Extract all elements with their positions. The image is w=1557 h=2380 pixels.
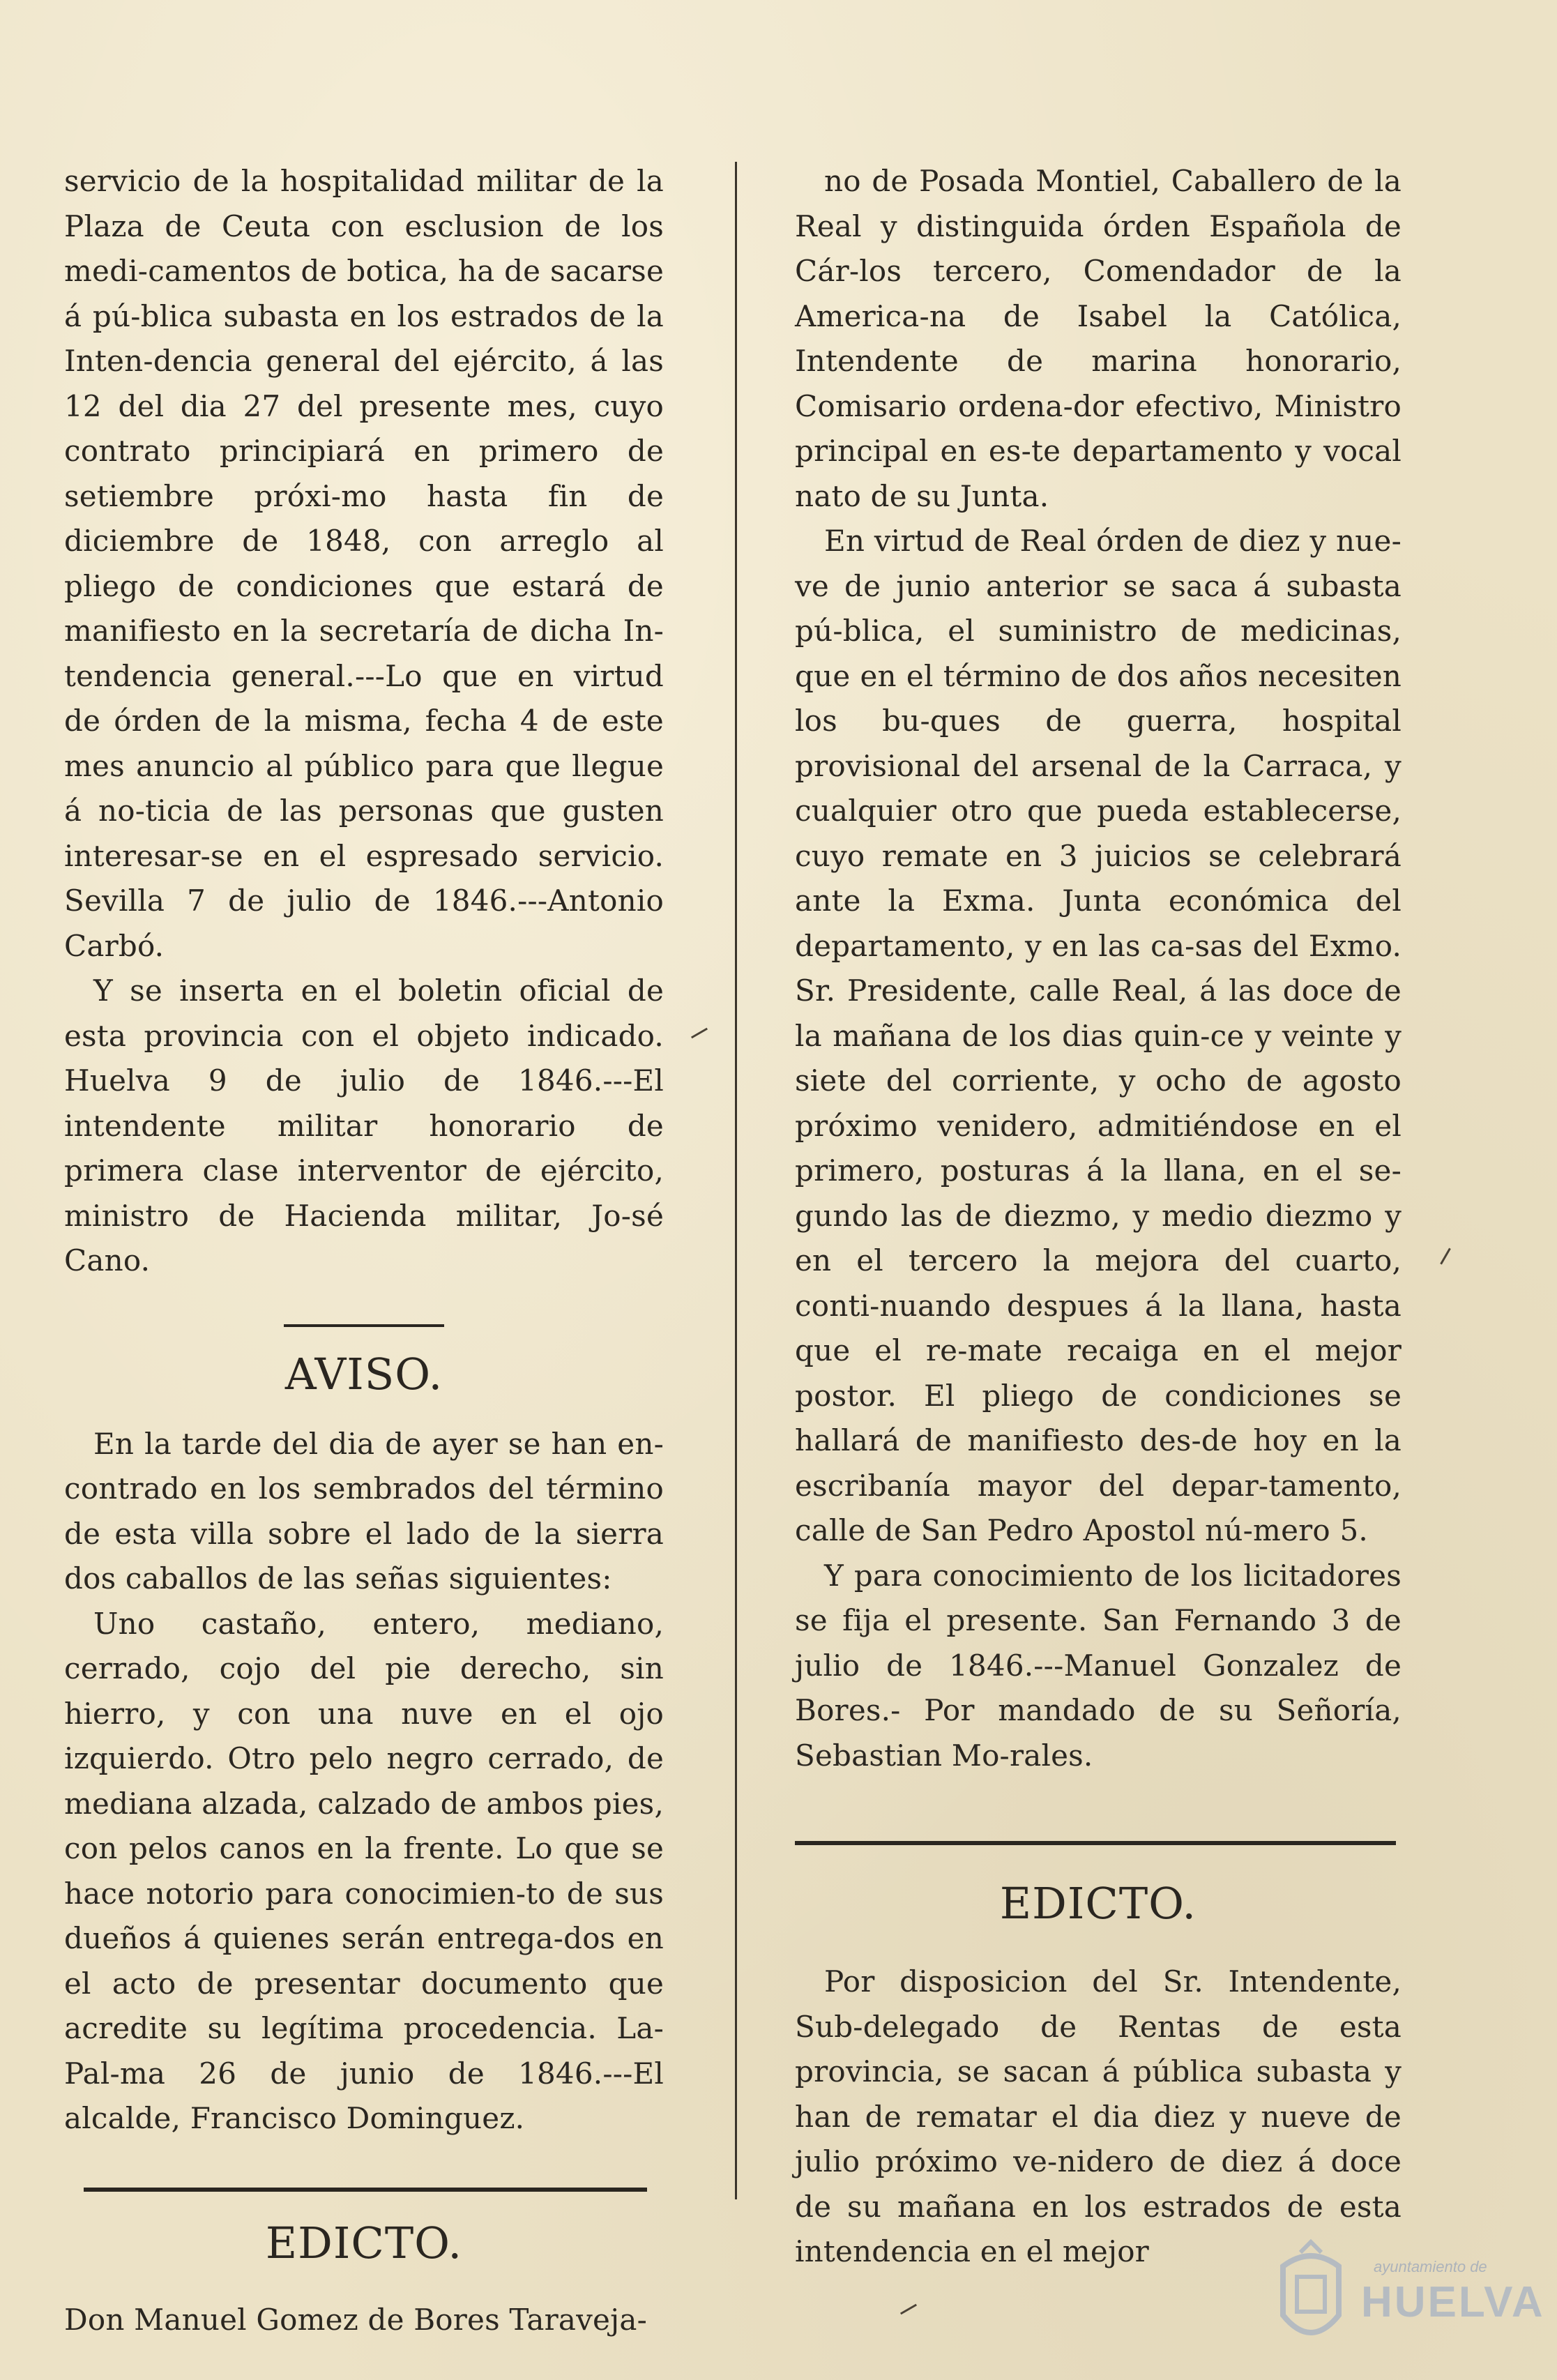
right-paragraph-1: no de Posada Montiel, Caballero de la Real y distinguida órden Española de Cár-los tercero, Comendador de la America-na de Isabel la Católica, Intendente de marina honorario, Comisario ordena-dor efectivo, Ministro principal en es-te departamento y vocal nato de su Junta. — [795, 164, 1402, 513]
municipal-crest-icon — [1269, 2238, 1353, 2357]
left-paragraph-2: Y se inserta en el boletin oficial de esta provincia con el objeto indicado. Huelva 9 de julio de 1846.---El intendente militar honorario de primera clase interventor de ejército, ministro de Hacienda militar, Jo-sé Cano. — [64, 973, 664, 1278]
aviso-paragraph-1: En la tarde del dia de ayer se han en-contrado en los sembrados del término de esta villa sobre el lado de la sierra dos caballos de las señas siguientes: — [64, 1426, 664, 1595]
right-paragraph-3: Y para conocimiento de los licitadores se fija el presente. San Fernando 3 de julio de 1846.---Manuel Gonzalez de Bores.- Por mandado de su Señoría, Sebastian Mo-rales. — [795, 1558, 1402, 1773]
right-paragraph-4: Por disposicion del Sr. Intendente, Sub-delegado de Rentas de esta provincia, se sacan á pública subasta y han de rematar el dia diez y nueve de julio próximo ve-nidero de diez á doce de su mañana en los estrados de esta intendencia en el mejor — [795, 1964, 1402, 2268]
ayuntamiento-watermark — [1269, 2238, 1545, 2364]
section-rule-right — [795, 1841, 1396, 1845]
aviso-heading: AVISO. — [284, 1348, 443, 1400]
watermark-big-text: HUELVA — [1361, 2278, 1545, 2326]
column-divider — [735, 162, 737, 2199]
edicto-heading-right: EDICTO. — [999, 1878, 1197, 1929]
watermark-small-text: ayuntamiento de — [1374, 2258, 1487, 2275]
section-rule — [284, 1324, 444, 1327]
right-column — [795, 159, 1402, 2275]
section-rule-long — [84, 2188, 647, 2192]
left-paragraph-1: servicio de la hospitalidad militar de la Plaza de Ceuta con esclusion de los medi-camentos de botica, ha de sacarse á pú-blica subasta en los estrados de la Inten-dencia general del ejército, á las 12 del dia 27 del presente mes, cuyo contrato principiará en primero de setiembre próxi-mo hasta fin de diciembre de 1848, con arreglo al pliego de condiciones que estará de manifiesto en la secretaría de dicha In-tendencia general.---Lo que en virtud de órden de la misma, fecha 4 de este mes anuncio al público para que llegue á no-ticia de las personas que gusten interesar-se en el espresado servicio. Sevilla 7 de julio de 1846.---Antonio Carbó. — [64, 164, 664, 963]
left-column — [64, 159, 664, 2342]
edicto-start-line: Don Manuel Gomez de Bores Taraveja- — [64, 2302, 647, 2337]
right-paragraph-2: En virtud de Real órden de diez y nue-ve de junio anterior se saca á subasta pú-blica, el suministro de medicinas, que en el término de dos años necesiten los bu-ques de guerra, hospital provisional del arsenal de la Carraca, y cualquier otro que pueda establecerse, cuyo remate en 3 juicios se celebrará ante la Exma. Junta económica del departamento, y en las ca-sas del Exmo. Sr. Presidente, calle Real, á las doce de la mañana de los dias quin-ce y veinte y siete del corriente, y ocho de agosto próximo venidero, admitiéndose en el primero, posturas á la llana, en el se-gundo las de diezmo, y medio diezmo y en el tercero la mejora del cuarto, conti-nuando despues á la llana, hasta que el re-mate recaiga en el mejor postor. El pliego de condiciones se hallará de manifiesto des-de hoy en la escribanía mayor del depar-tamento, calle de San Pedro Apostol nú-mero 5. — [795, 524, 1402, 1547]
edicto-heading-left: EDICTO. — [265, 2217, 463, 2268]
aviso-paragraph-2: Uno castaño, entero, mediano, cerrado, cojo del pie derecho, sin hierro, y con una nuve en el ojo izquierdo. Otro pelo negro cerrado, de mediana alzada, calzado de ambos pies, con pelos canos en la frente. Lo que se hace notorio para conocimien-to de sus dueños á quienes serán entrega-dos en el acto de presentar documento que acredite su legítima procedencia. La-Pal-ma 26 de junio de 1846.---El alcalde, Francisco Dominguez. — [64, 1606, 664, 2135]
